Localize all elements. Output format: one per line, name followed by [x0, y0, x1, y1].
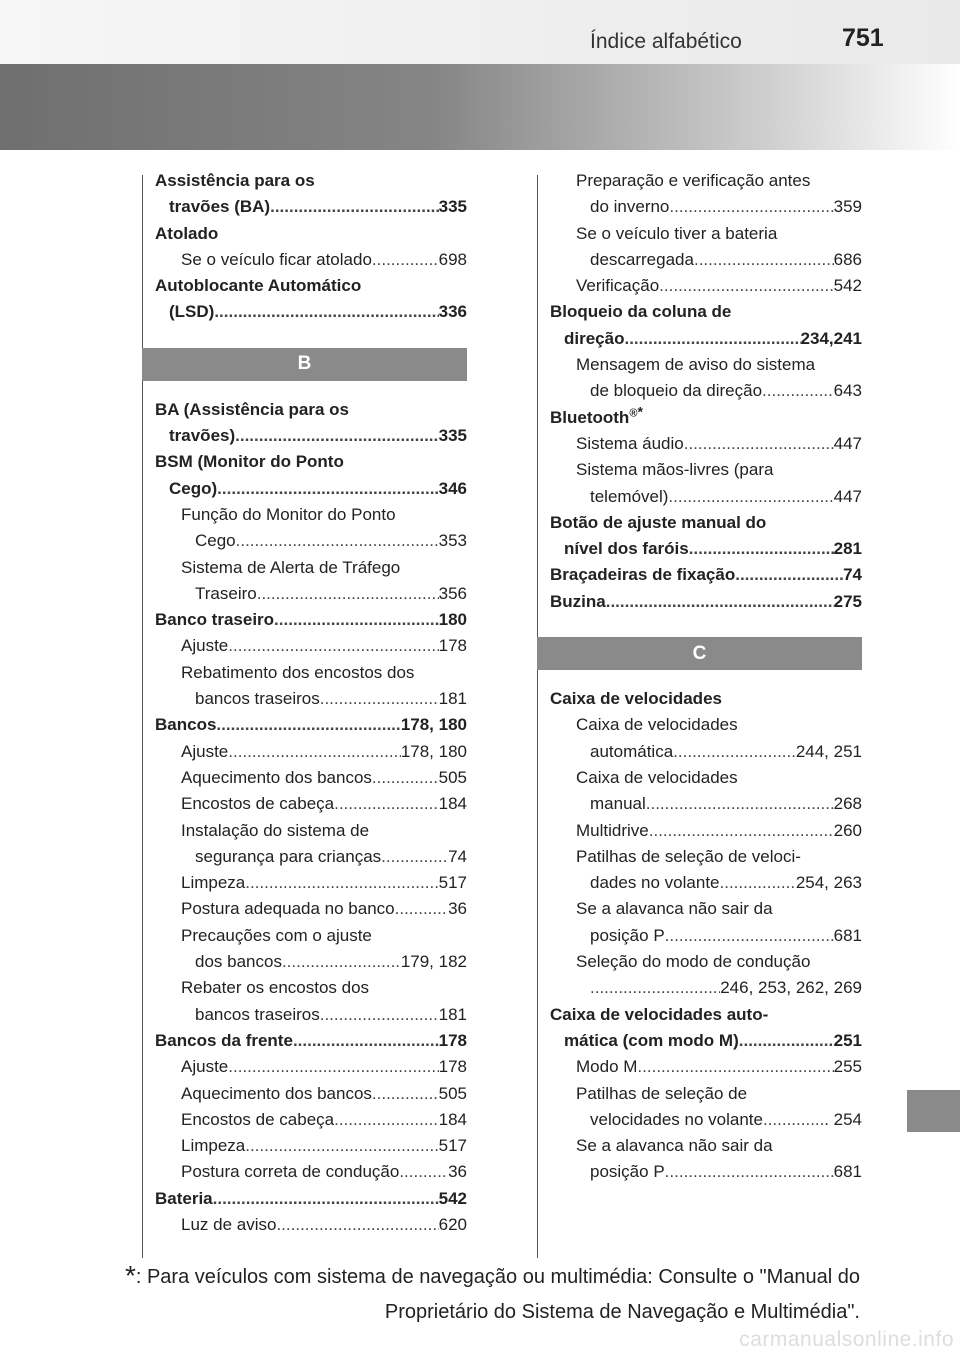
entry-text: Ajuste	[181, 1057, 229, 1077]
footnote-marker: *	[124, 1260, 136, 1291]
leader-dots	[606, 589, 834, 615]
index-subentry	[550, 273, 862, 299]
entry-text: Preparação e verificação antes	[576, 171, 811, 190]
page-reference: 74	[448, 846, 467, 866]
page-reference: 353	[438, 531, 467, 551]
index-entry	[550, 562, 862, 588]
leader-dots	[228, 739, 401, 765]
entry-text: Se o veículo tiver a bateria	[576, 223, 778, 243]
entry-text: direção	[564, 328, 625, 348]
page-header	[0, 0, 960, 64]
entry-text: Modo M	[576, 1057, 638, 1077]
index-subentry	[155, 765, 467, 791]
page-reference: 681	[833, 925, 862, 945]
leader-dots	[236, 528, 439, 554]
page-reference: 251	[833, 1030, 862, 1050]
index-subentry	[155, 1107, 467, 1133]
entry-text: Aquecimento dos bancos	[181, 767, 372, 787]
leader-dots	[763, 1107, 824, 1133]
leader-dots	[739, 1028, 834, 1054]
entry-text: travões)	[169, 426, 236, 446]
leader-dots	[216, 712, 400, 738]
index-subentry	[155, 1081, 467, 1107]
entry-text: Sistema mãos-livres (para	[576, 460, 774, 480]
entry-text: Postura adequada no banco	[181, 899, 395, 919]
index-subentry	[155, 923, 467, 976]
entry-text: Buzina	[550, 591, 606, 611]
leader-dots	[399, 1159, 448, 1185]
entry-text: Patilhas de seleção de	[576, 1083, 748, 1103]
leader-dots	[720, 870, 796, 896]
index-subentry	[155, 660, 467, 713]
index-entry	[155, 168, 467, 221]
page-reference: 179, 182	[400, 952, 467, 972]
leader-dots	[334, 1107, 439, 1133]
leader-dots	[689, 536, 834, 562]
entry-text: BSM (Monitor do Ponto	[155, 452, 344, 472]
index-subentry	[155, 791, 467, 817]
entry-text: Se a alavanca não sair da	[576, 899, 773, 919]
leader-dots	[372, 1081, 439, 1107]
leader-dots	[624, 326, 800, 352]
entry-text: Mensagem de aviso do sistema	[576, 355, 816, 375]
page-reference: 244, 251	[795, 741, 862, 761]
header-band	[0, 64, 960, 150]
entry-text: Bluetooth	[550, 407, 630, 427]
entry-text: Se o veículo ficar atolado	[181, 249, 372, 269]
leader-dots	[735, 562, 843, 588]
entry-text: de bloqueio da direção	[590, 381, 763, 401]
page-reference: 74	[843, 565, 862, 585]
index-subentry	[155, 1133, 467, 1159]
index-subentry	[550, 949, 862, 1002]
entry-text: BA (Assistência para os	[155, 399, 349, 419]
entry-text: Se a alavanca não sair da	[576, 1136, 773, 1156]
page-reference: 180	[438, 610, 467, 630]
watermark: carmanualsonline.info	[739, 1328, 954, 1351]
page-reference: 542	[438, 1188, 467, 1208]
leader-dots	[245, 1133, 438, 1159]
leader-dots	[276, 1212, 438, 1238]
entry-text: Bloqueio da coluna de	[550, 302, 732, 322]
entry-text: Seleção do modo de condução	[576, 952, 811, 972]
page-reference: 643	[833, 381, 862, 401]
entry-text: Bateria	[155, 1188, 213, 1208]
entry-text: Limpeza	[181, 873, 246, 893]
page-reference: 181	[438, 689, 467, 709]
page-reference: 447	[833, 433, 862, 453]
section-header-b: B	[142, 348, 467, 381]
leader-dots	[669, 194, 833, 220]
index-subentry	[550, 844, 862, 897]
index-subentry	[550, 818, 862, 844]
leader-dots	[274, 607, 439, 633]
leader-dots	[649, 818, 834, 844]
leader-dots	[293, 1028, 439, 1054]
index-entry	[155, 221, 467, 247]
index-subentry	[550, 431, 862, 457]
entry-text: Encostos de cabeça	[181, 1109, 335, 1129]
index-entry	[155, 1028, 467, 1054]
index-subentry	[550, 221, 862, 274]
leader-dots	[228, 1054, 438, 1080]
entry-text: mática (com modo M)	[564, 1030, 739, 1050]
index-subentry	[155, 502, 467, 555]
leader-dots	[694, 247, 834, 273]
page-reference: . 254	[824, 1109, 862, 1129]
entry-text: Patilhas de seleção de veloci-	[576, 846, 801, 866]
entry-text: Função do Monitor do Ponto	[181, 504, 396, 524]
leader-dots	[257, 581, 439, 607]
entries-b-continued	[550, 168, 862, 615]
page-reference: 181	[438, 1004, 467, 1024]
index-subentry	[155, 1212, 467, 1238]
left-column	[155, 168, 467, 1238]
entry-text: Encostos de cabeça	[181, 794, 335, 814]
index-subentry	[155, 1159, 467, 1185]
entry-text: manual	[590, 794, 646, 814]
entry-text: (LSD)	[169, 302, 215, 322]
leader-dots	[372, 247, 439, 273]
entry-text: Sistema de Alerta de Tráfego	[181, 557, 401, 577]
page-reference: 517	[438, 873, 467, 893]
entry-text: Aquecimento dos bancos	[181, 1083, 372, 1103]
entry-text: Bancos	[155, 715, 217, 735]
page-reference: 686	[833, 249, 862, 269]
index-subentry	[550, 765, 862, 818]
index-entry	[550, 686, 862, 712]
entry-text: nível dos faróis	[564, 539, 689, 559]
index-entry	[550, 510, 862, 563]
entry-text: Cego	[195, 531, 236, 551]
index-subentry	[550, 1081, 862, 1134]
leader-dots	[668, 484, 833, 510]
entry-text: Braçadeiras de fixação	[550, 565, 736, 585]
entry-text: Bancos da frente	[155, 1030, 293, 1050]
entry-text: Cego)	[169, 478, 218, 498]
leader-dots	[213, 1186, 439, 1212]
page-reference: 254, 263	[795, 873, 862, 893]
entry-text: velocidades no volante	[590, 1109, 763, 1129]
page-reference: 36	[448, 1162, 467, 1182]
page-reference: 681	[833, 1162, 862, 1182]
page-reference: 335	[438, 426, 467, 446]
page-reference: 260	[833, 820, 862, 840]
index-subentry	[155, 739, 467, 765]
entry-text: descarregada	[590, 249, 694, 269]
page-reference: 184	[438, 794, 467, 814]
entry-text: posição P	[590, 1162, 665, 1182]
page-reference: 505	[438, 767, 467, 787]
thumb-index-tab	[907, 1090, 960, 1132]
entry-text: Traseiro	[195, 583, 257, 603]
page-reference: 178, 180	[400, 741, 467, 761]
page-reference: 336	[438, 302, 467, 322]
page-reference: 517	[438, 1136, 467, 1156]
entry-text: Multidrive	[576, 820, 649, 840]
entry-text: Instalação do sistema de	[181, 820, 370, 840]
entry-text: bancos traseiros	[195, 689, 320, 709]
leader-dots	[217, 476, 438, 502]
page-reference: 184	[438, 1109, 467, 1129]
page-reference: 281	[833, 539, 862, 559]
index-subentry	[550, 457, 862, 510]
entry-text: do inverno	[590, 197, 670, 217]
entry-text: Autoblocante Automático	[155, 276, 362, 296]
entry-text: telemóvel)	[590, 486, 669, 506]
leader-dots	[762, 378, 834, 404]
footnote	[95, 1258, 860, 1330]
entry-text: segurança para crianças	[195, 846, 382, 866]
index-subentry	[550, 896, 862, 949]
leader-dots	[646, 791, 834, 817]
leader-dots	[381, 844, 448, 870]
leader-dots	[320, 1002, 439, 1028]
page-reference: 542	[833, 276, 862, 296]
index-subentry	[155, 633, 467, 659]
entry-text: Verificação	[576, 276, 660, 296]
page-reference: 234,241	[800, 328, 862, 348]
entries-a	[155, 168, 467, 326]
index-entry	[155, 449, 467, 502]
entry-text: dos bancos	[195, 952, 282, 972]
page-reference: 178	[438, 636, 467, 656]
leader-dots	[245, 870, 438, 896]
entry-text: travões (BA)	[169, 197, 271, 217]
footnote-text: : Para veículos com sistema de navegação ou multimédia: Consulte o "Manual do Proprietário do Sistema de Navegação e Multimédia".	[135, 1266, 860, 1323]
entry-text: bancos traseiros	[195, 1004, 320, 1024]
page-reference: 335	[438, 197, 467, 217]
index-entry	[550, 589, 862, 615]
page-reference: 359	[833, 197, 862, 217]
entry-text: Ajuste	[181, 741, 229, 761]
page-reference: 620	[438, 1214, 467, 1234]
index-subentry	[550, 712, 862, 765]
page-reference: 36	[448, 899, 467, 919]
entry-text: dades no volante	[590, 873, 720, 893]
leader-dots	[665, 1159, 834, 1185]
entries-c	[550, 686, 862, 1186]
entry-text: Rebatimento dos encostos dos	[181, 662, 415, 682]
page-reference: 255	[833, 1057, 862, 1077]
leader-dots	[372, 765, 439, 791]
page-reference: 268	[833, 794, 862, 814]
leader-dots	[590, 975, 720, 1001]
entry-text: Caixa de velocidades	[550, 689, 722, 709]
entry-text: automática	[590, 741, 674, 761]
entry-text: Caixa de velocidades	[576, 715, 738, 735]
index-subentry	[550, 352, 862, 405]
page-reference: 356	[438, 583, 467, 603]
entry-text: Banco traseiro	[155, 610, 275, 630]
entry-text: Luz de aviso	[181, 1214, 277, 1234]
entry-text: Caixa de velocidades auto-	[550, 1004, 769, 1024]
page-reference: 178	[438, 1030, 467, 1050]
index-entry	[550, 299, 862, 352]
index-subentry	[550, 168, 862, 221]
registered-mark: ®	[629, 407, 638, 420]
index-entry	[550, 1002, 862, 1055]
index-subentry	[155, 555, 467, 608]
index-subentry	[155, 975, 467, 1028]
entry-text: Rebater os encostos dos	[181, 978, 370, 998]
entry-text: Precauções com o ajuste	[181, 925, 372, 945]
entry-text: Assistência para os	[155, 171, 315, 190]
page-reference: 346	[438, 478, 467, 498]
page-reference: 178	[438, 1057, 467, 1077]
leader-dots	[395, 896, 448, 922]
middle-rule	[537, 175, 538, 1258]
page-reference: 178, 180	[400, 715, 467, 735]
leader-dots	[637, 1054, 833, 1080]
entry-text: posição P	[590, 925, 665, 945]
index-entry	[155, 273, 467, 326]
index-subentry	[550, 1133, 862, 1186]
index-subentry	[155, 818, 467, 871]
page-reference: 246, 253, 262, 269	[720, 978, 862, 998]
index-entry	[155, 397, 467, 450]
leader-dots	[320, 686, 439, 712]
entry-text: Sistema áudio	[576, 433, 684, 453]
entries-b	[155, 397, 467, 1239]
entry-text: Limpeza	[181, 1136, 246, 1156]
page-reference: 698	[438, 249, 467, 269]
page-number: 751	[842, 24, 884, 52]
right-column	[550, 168, 862, 1186]
leader-dots	[684, 431, 834, 457]
index-subentry	[155, 870, 467, 896]
footnote-ref-marker: *	[637, 403, 643, 420]
leader-dots	[270, 194, 439, 220]
index-entry	[155, 712, 467, 738]
left-rule	[142, 175, 143, 1258]
entry-text: Ajuste	[181, 636, 229, 656]
entry-text: Botão de ajuste manual do	[550, 512, 767, 532]
leader-dots	[235, 423, 438, 449]
entry-text: Atolado	[155, 223, 219, 243]
leader-dots	[665, 923, 834, 949]
entry-text: Postura correta de condução	[181, 1162, 400, 1182]
header-title: Índice alfabético	[590, 30, 742, 53]
page-reference: 275	[833, 591, 862, 611]
leader-dots	[214, 299, 438, 325]
leader-dots	[659, 273, 833, 299]
page-reference: 447	[833, 486, 862, 506]
leader-dots	[673, 739, 796, 765]
leader-dots	[228, 633, 438, 659]
entry-text: Caixa de velocidades	[576, 767, 738, 787]
leader-dots	[334, 791, 439, 817]
index-subentry	[155, 896, 467, 922]
index-entry	[155, 607, 467, 633]
index-subentry	[155, 1054, 467, 1080]
index-entry	[550, 405, 862, 431]
leader-dots	[282, 949, 401, 975]
index-subentry	[155, 247, 467, 273]
index-entry	[155, 1186, 467, 1212]
index-subentry	[550, 1054, 862, 1080]
section-header-c: C	[537, 637, 862, 670]
page-reference: 505	[438, 1083, 467, 1103]
